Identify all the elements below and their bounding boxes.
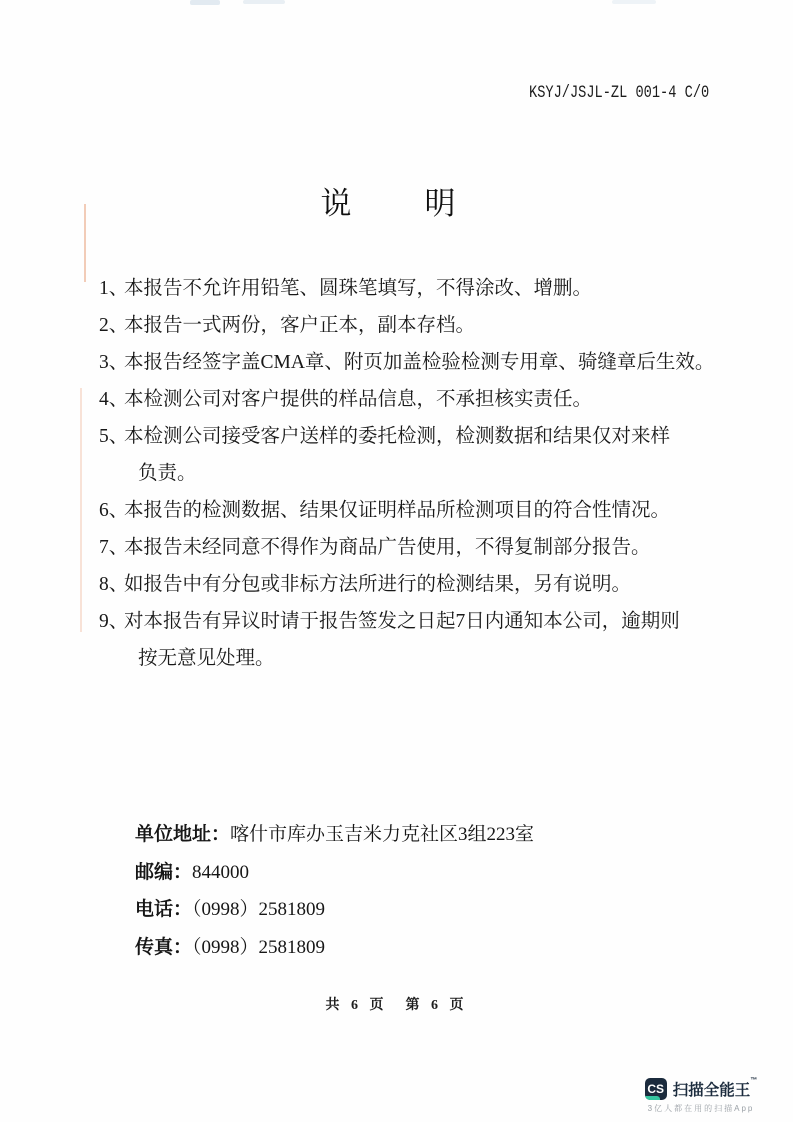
page-title-char-right: 明 (424, 186, 457, 221)
note-number: 3、 (99, 352, 129, 373)
page-number-footer (0, 994, 793, 1014)
fax-label: 传真： (135, 936, 193, 958)
notes-list (99, 270, 745, 677)
note-text: 本报告未经同意不得作为商品广告使用，不得复制部分报告。 (124, 537, 651, 558)
note-text: 本报告一式两份，客户正本，副本存档。 (124, 315, 476, 336)
note-text-continuation: 负责。 (138, 463, 197, 484)
contact-zip-row (135, 854, 534, 892)
note-number: 7、 (99, 537, 129, 558)
note-item-9 (99, 603, 745, 677)
scan-smudge (612, 0, 656, 4)
note-text-continuation: 按无意见处理。 (138, 648, 275, 669)
page-title (0, 178, 785, 223)
camscanner-brand-row (621, 1078, 781, 1100)
camscanner-brand-text: 扫描全能王 (672, 1082, 751, 1099)
camscanner-brand-name (673, 1078, 758, 1100)
phone-label: 电话： (135, 899, 193, 920)
contact-block (135, 816, 534, 966)
total-pages: 共 6 页 (325, 998, 388, 1013)
note-item-7 (99, 529, 745, 566)
note-text: 本报告的检测数据、结果仅证明样品所检测项目的符合性情况。 (124, 500, 671, 521)
contact-phone-row (135, 891, 534, 929)
document-code: KSYJ/JSJL-ZL 001-4 C/0 (529, 83, 710, 103)
address-label: 单位地址： (135, 824, 231, 845)
note-number: 6、 (99, 500, 129, 521)
note-item-1 (99, 270, 745, 307)
note-text: 本报告不允许用铅笔、圆珠笔填写，不得涂改、增删。 (124, 278, 593, 299)
current-page: 第 6 页 (405, 998, 468, 1013)
fax-value: （0998）2581809 (192, 936, 326, 958)
phone-value: （0998）2581809 (192, 899, 326, 920)
note-number: 5、 (99, 426, 129, 447)
scan-smudge (243, 0, 285, 4)
note-item-4 (99, 381, 745, 418)
scan-smudge (190, 0, 220, 5)
note-number: 8、 (99, 574, 129, 595)
note-text: 本报告经签字盖CMA章、附页加盖检验检测专用章、骑缝章后生效。 (124, 352, 715, 373)
note-number: 2、 (99, 315, 129, 336)
contact-fax-row (135, 929, 534, 967)
note-item-3 (99, 344, 745, 381)
note-item-5 (99, 418, 745, 492)
note-number: 9、 (99, 611, 129, 632)
note-text: 本检测公司接受客户送样的委托检测，检测数据和结果仅对来样 (124, 426, 671, 447)
contact-address-row (135, 816, 534, 854)
note-text: 如报告中有分包或非标方法所进行的检测结果，另有说明。 (124, 574, 632, 595)
zip-label: 邮编： (135, 861, 193, 883)
address-value: 喀什市库办玉吉米力克社区3组223室 (230, 824, 535, 845)
note-number: 4、 (99, 389, 129, 410)
note-number: 1、 (99, 278, 129, 299)
scan-artifact-line (80, 388, 82, 632)
camscanner-cs-icon: CS (645, 1078, 667, 1100)
camscanner-watermark (621, 1078, 781, 1114)
zip-value: 844000 (192, 861, 250, 883)
note-item-2 (99, 307, 745, 344)
note-text: 本检测公司对客户提供的样品信息，不承担核实责任。 (124, 389, 593, 410)
trademark-symbol: ™ (750, 1077, 758, 1084)
page-title-char-left: 说 (320, 186, 353, 221)
note-item-6 (99, 492, 745, 529)
camscanner-tagline: 3亿人都在用的扫描App (647, 1104, 755, 1113)
note-item-8 (99, 566, 745, 603)
note-text: 对本报告有异议时请于报告签发之日起7日内通知本公司，逾期则 (124, 611, 680, 632)
